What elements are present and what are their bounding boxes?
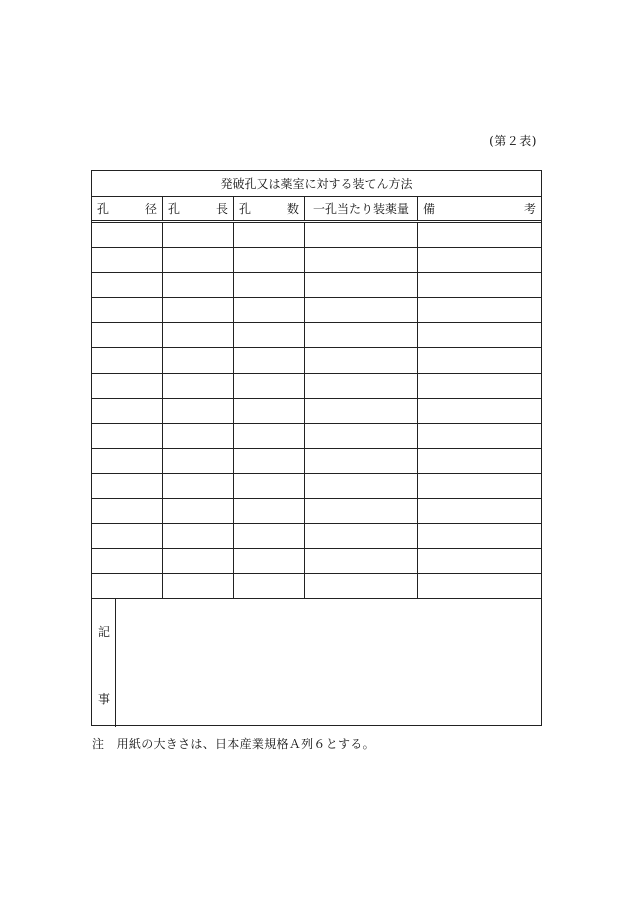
entry-cell[interactable] [92, 499, 163, 523]
table-row [92, 323, 541, 348]
entry-cell[interactable] [234, 298, 305, 322]
entry-cell[interactable] [163, 474, 234, 498]
form-title: 発破孔又は薬室に対する装てん方法 [92, 171, 541, 197]
entry-cell[interactable] [163, 549, 234, 573]
entry-cell[interactable] [418, 323, 541, 347]
notes-section [92, 599, 541, 727]
entry-cell[interactable] [92, 248, 163, 272]
notes-field[interactable] [116, 599, 541, 727]
entry-cell[interactable] [234, 574, 305, 598]
entry-cell[interactable] [305, 574, 418, 598]
entry-cell[interactable] [418, 524, 541, 548]
table-row [92, 348, 541, 373]
table-row [92, 499, 541, 524]
entry-cell[interactable] [418, 574, 541, 598]
entry-cell[interactable] [305, 474, 418, 498]
table-row [92, 399, 541, 424]
entry-cell[interactable] [234, 549, 305, 573]
entry-cell[interactable] [163, 399, 234, 423]
entry-cell[interactable] [234, 273, 305, 297]
entry-cell[interactable] [92, 298, 163, 322]
entry-cell[interactable] [418, 248, 541, 272]
table-row [92, 374, 541, 399]
entry-cell[interactable] [305, 424, 418, 448]
entry-cell[interactable] [234, 499, 305, 523]
footnote: 注 用紙の大きさは、日本産業規格Ａ列６とする。 [92, 737, 375, 751]
entry-cell[interactable] [234, 248, 305, 272]
entry-cell[interactable] [92, 323, 163, 347]
entry-cell[interactable] [305, 449, 418, 473]
table-row [92, 424, 541, 449]
entry-cell[interactable] [305, 549, 418, 573]
entry-cell[interactable] [92, 223, 163, 247]
entry-cell[interactable] [234, 399, 305, 423]
entry-cell[interactable] [92, 424, 163, 448]
notes-label-bottom: 事 [98, 692, 111, 707]
entry-cell[interactable] [163, 499, 234, 523]
entry-cell[interactable] [305, 323, 418, 347]
entry-cell[interactable] [234, 474, 305, 498]
header-hole-diameter: 孔 径 [92, 197, 163, 220]
entry-cell[interactable] [418, 474, 541, 498]
entry-cell[interactable] [305, 374, 418, 398]
table-row [92, 273, 541, 298]
entry-cell[interactable] [92, 574, 163, 598]
entry-cell[interactable] [418, 298, 541, 322]
entry-cell[interactable] [92, 348, 163, 372]
notes-label-column [92, 599, 116, 727]
entry-cell[interactable] [418, 449, 541, 473]
entry-cell[interactable] [163, 273, 234, 297]
header-hole-count: 孔 数 [234, 197, 305, 220]
entry-cell[interactable] [163, 524, 234, 548]
entry-cell[interactable] [163, 424, 234, 448]
entry-cell[interactable] [163, 298, 234, 322]
entry-cell[interactable] [163, 574, 234, 598]
entry-cell[interactable] [234, 348, 305, 372]
table-row [92, 449, 541, 474]
entry-cell[interactable] [418, 223, 541, 247]
entry-cell[interactable] [163, 223, 234, 247]
entry-cell[interactable] [305, 348, 418, 372]
charging-method-form [91, 170, 542, 726]
entry-cell[interactable] [92, 374, 163, 398]
table-number-label: (第２表) [489, 134, 537, 148]
entry-cell[interactable] [305, 223, 418, 247]
entry-cell[interactable] [163, 374, 234, 398]
header-hole-length: 孔 長 [163, 197, 234, 220]
entry-cell[interactable] [418, 348, 541, 372]
entry-cell[interactable] [234, 323, 305, 347]
table-row [92, 574, 541, 599]
entry-cell[interactable] [92, 449, 163, 473]
entry-cell[interactable] [92, 399, 163, 423]
entry-cell[interactable] [305, 248, 418, 272]
entry-cell[interactable] [418, 424, 541, 448]
entry-cell[interactable] [92, 524, 163, 548]
entry-cell[interactable] [305, 524, 418, 548]
entry-cell[interactable] [234, 424, 305, 448]
entry-cell[interactable] [163, 323, 234, 347]
entry-cell[interactable] [92, 474, 163, 498]
entry-cell[interactable] [163, 449, 234, 473]
header-remarks: 備 考 [423, 202, 536, 216]
data-rows [92, 223, 541, 599]
entry-cell[interactable] [92, 273, 163, 297]
table-row [92, 248, 541, 273]
entry-cell[interactable] [305, 273, 418, 297]
entry-cell[interactable] [418, 549, 541, 573]
table-row [92, 223, 541, 248]
entry-cell[interactable] [418, 374, 541, 398]
header-charge-per-hole: 一孔当たり装薬量 [305, 197, 418, 220]
entry-cell[interactable] [163, 348, 234, 372]
entry-cell[interactable] [163, 248, 234, 272]
header-row [92, 197, 541, 223]
entry-cell[interactable] [305, 298, 418, 322]
entry-cell[interactable] [305, 499, 418, 523]
entry-cell[interactable] [418, 399, 541, 423]
table-row [92, 474, 541, 499]
entry-cell[interactable] [234, 524, 305, 548]
entry-cell[interactable] [234, 223, 305, 247]
entry-cell[interactable] [234, 449, 305, 473]
entry-cell[interactable] [418, 273, 541, 297]
entry-cell[interactable] [92, 549, 163, 573]
entry-cell[interactable] [418, 499, 541, 523]
notes-label-top: 記 [98, 625, 111, 640]
table-row [92, 524, 541, 549]
table-row [92, 549, 541, 574]
entry-cell[interactable] [305, 399, 418, 423]
table-row [92, 298, 541, 323]
entry-cell[interactable] [234, 374, 305, 398]
